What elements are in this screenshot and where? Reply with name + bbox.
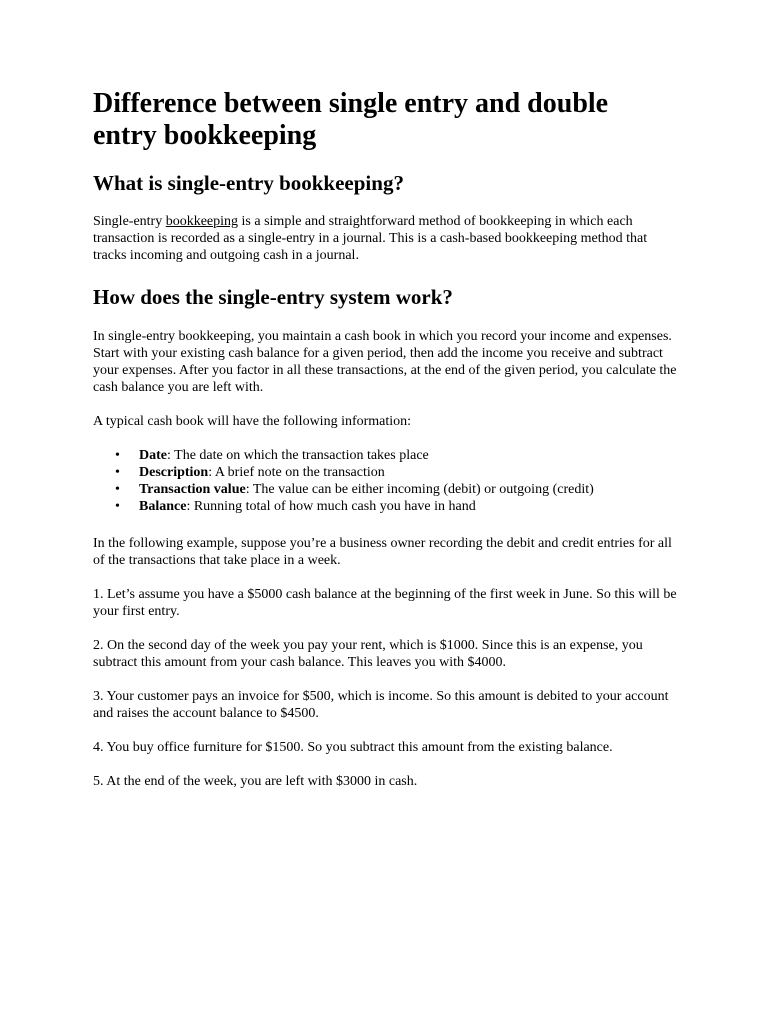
list-item-desc: : Running total of how much cash you have in hand (186, 499, 476, 514)
list-item-desc: : The date on which the transaction takes place (167, 448, 429, 463)
example-step-4: 4. You buy office furniture for $1500. So you subtract this amount from the existing balance. (93, 740, 613, 755)
list-item (93, 464, 678, 481)
section-heading-single-entry: What is single-entry bookkeeping? (93, 171, 404, 195)
bullet-icon: • (115, 448, 120, 463)
list-item (93, 447, 678, 464)
example-step-5: 5. At the end of the week, you are left with $3000 in cash. (93, 774, 418, 789)
list-item (93, 498, 678, 515)
example-step-1: 1. Let’s assume you have a $5000 cash balance at the beginning of the first week in June. So this will be your first entry. (93, 587, 677, 619)
document-title: Difference between single entry and double entry bookkeeping (93, 88, 609, 151)
list-item-term: Transaction value (139, 482, 246, 497)
bullet-icon: • (115, 465, 120, 480)
list-item-term: Date (139, 448, 167, 463)
list-item-desc: : A brief note on the transaction (208, 465, 385, 480)
list-item (93, 481, 678, 498)
intro-text-end: is a simple and straightforward method of bookkeeping in which each transaction is recorded as a single-entry in a journal. This is a cash-based bookkeeping method that tracks incoming and outgoing cash in a journal. (93, 214, 648, 263)
bookkeeping-link[interactable]: bookkeeping (165, 214, 239, 229)
example-step-3: 3. Your customer pays an invoice for $500, which is income. So this amount is debited to your account and raises the account balance to $4500. (93, 689, 669, 721)
how-paragraph: In single-entry bookkeeping, you maintain a cash book in which you record your income and expenses. Start with your existing cash balance for a given period, then add the income you receive and subtract your expenses. After you factor in all these transactions, at the end of the given period, you calculate the cash balance you are left with. (93, 329, 677, 395)
intro-text-start: Single-entry (93, 214, 166, 229)
cashbook-fields-list (93, 447, 678, 515)
list-item-term: Description (139, 465, 209, 480)
typical-cashbook-paragraph: A typical cash book will have the following information: (93, 414, 412, 429)
example-intro-paragraph: In the following example, suppose you’re a business owner recording the debit and credit entries for all of the transactions that take place in a week. (93, 536, 672, 568)
example-step-2: 2. On the second day of the week you pay your rent, which is $1000. Since this is an expense, you subtract this amount from your cash balance. This leaves you with $4000. (93, 638, 643, 670)
list-item-desc: : The value can be either incoming (debit) or outgoing (credit) (245, 482, 594, 497)
bullet-icon: • (115, 482, 120, 497)
list-item-term: Balance (139, 499, 187, 514)
section-heading-how-it-works: How does the single-entry system work? (93, 285, 453, 309)
intro-paragraph (93, 213, 678, 264)
bullet-icon: • (115, 499, 120, 514)
